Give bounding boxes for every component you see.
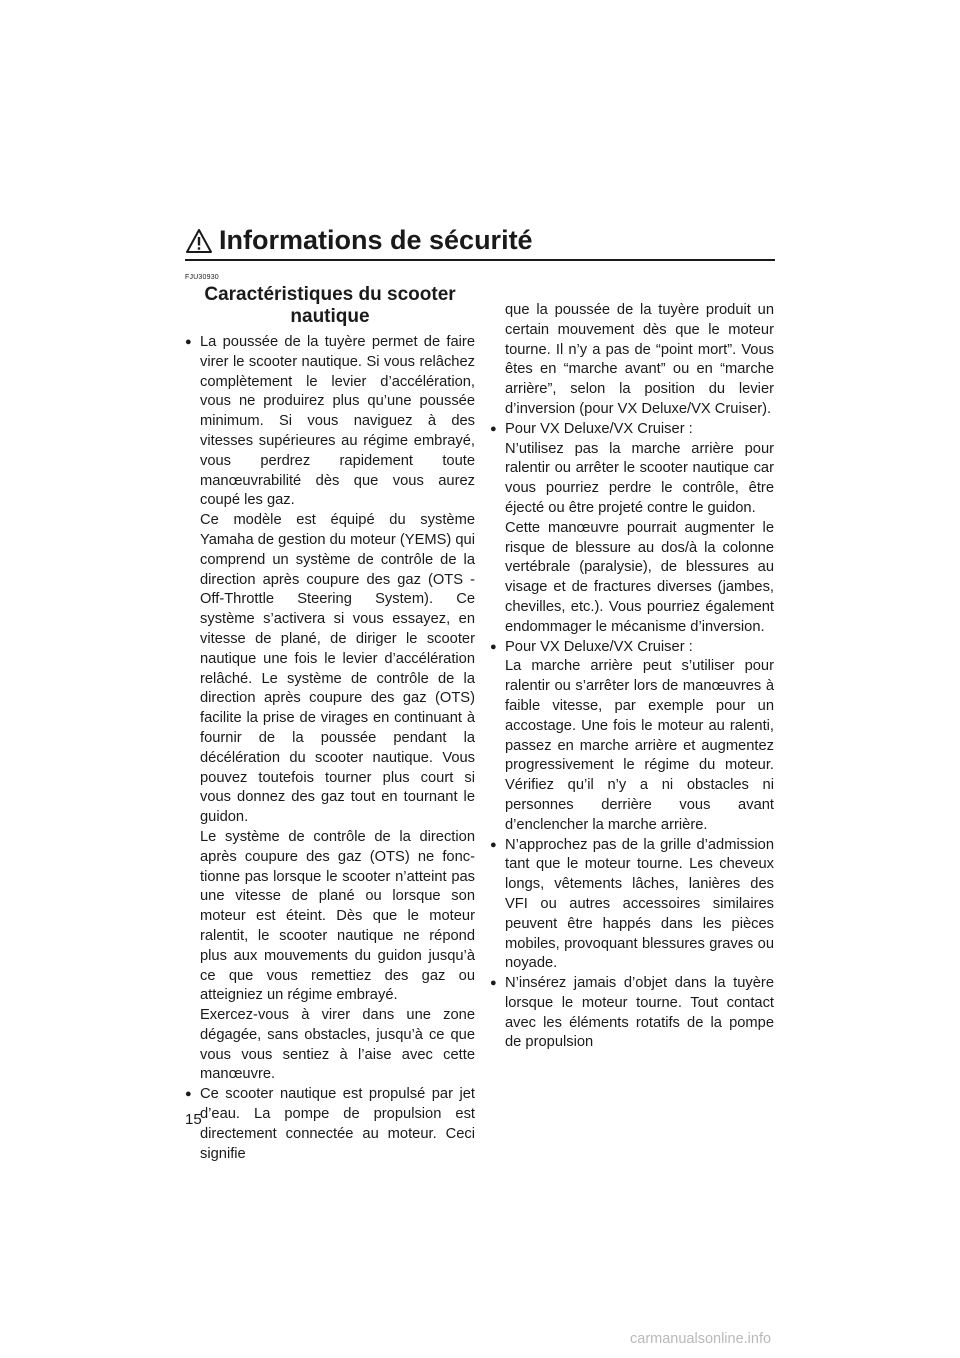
paragraph: Pour VX Deluxe/VX Cruiser : <box>505 420 693 437</box>
bullet-item <box>490 638 774 836</box>
watermark-link[interactable]: carmanualsonline.info <box>630 1331 772 1347</box>
bullet-item <box>490 420 774 638</box>
paragraph: N’insérez jamais d’objet dans la tuyère lorsque le moteur tourne. Tout contact avec les éléments rotatifs de la pompe de propulsion <box>505 975 774 1051</box>
warning-triangle-icon <box>185 228 213 254</box>
section-title-line1: Caractéristiques du scooter <box>204 284 456 305</box>
bullet-item <box>185 1085 475 1164</box>
bullet-dot-icon: ● <box>185 336 192 348</box>
bullet-dot-icon: ● <box>490 422 497 435</box>
bullet-item <box>490 974 774 1053</box>
paragraph: Ce modèle est équipé du système Yamaha de gestion du moteur (YEMS) qui comprend un système de contrôle de la direction après coupure des gaz (OTS - Off-Throttle Steering System). Ce système s’activera si vous essayez, en vitesse de plané, de diriger le scooter nautique une fois le levier d’accélération relâché. Le système de contrôle de la direction après coupure des gaz (OTS) facilite la prise de virages en continuant à fournir de la poussée pendant la décélération du scooter nautique. Vous pouvez toutefois tourner plus court si vous donnez des gaz tout en tournant le guidon. <box>200 512 475 826</box>
paragraph: N’approchez pas de la grille d’admission tant que le moteur tourne. Les cheveux longs, vêtements lâches, lanières des VFI ou autres accessoires similaires peuvent être happés dans les pièces mobiles, provoquant blessures graves ou noyade. <box>505 836 774 972</box>
paragraph: Le système de contrôle de la direction après coupure des gaz (OTS) ne fonctionne pas lorsque le scooter n’atteint pas une vitesse de plané ou lorsque son moteur est éteint. Dès que le moteur ralentit, le scooter nautique ne répond plus aux mouvements du guidon jusqu’à ce que vous remettiez des gaz ou atteigniez un régime embrayé. <box>200 828 475 1004</box>
paragraph: La poussée de la tuyère permet de faire virer le scooter nautique. Si vous relâchez complètement le levier d’accélération, vous ne produirez plus qu’une poussée minimum. Si vous naviguez à des vitesses supérieures au régime embrayé, vous perdrez rapidement toute manœuvrabilité dès que vous aurez coupé les gaz. <box>200 334 475 509</box>
paragraph: La marche arrière peut s’utiliser pour ralentir ou s’arrêter lors de manœuvres à faible vitesse, par exemple pour un accostage. Une fois le moteur au ralenti, passez en marche arrière et augmentez progressivement le régime du moteur. Vérifiez qu’il n’y a ni obstacles ni personnes derrière vous avant d’enclencher la marche arrière. <box>505 658 774 833</box>
page-title: Informations de sécurité <box>219 225 533 255</box>
left-column <box>185 274 475 1164</box>
bullet-dot-icon: ● <box>490 977 497 990</box>
bullet-item <box>185 333 475 1085</box>
header-rule <box>185 259 775 261</box>
paragraph: N’utilisez pas la marche arrière pour ralentir ou arrêter le scooter nautique car vous pourriez perdre le contrôle, être éjecté ou être projeté contre le guidon. <box>505 440 774 516</box>
bullet-dot-icon: ● <box>185 1088 192 1101</box>
paragraph: Cette manœuvre pourrait augmenter le risque de blessure au dos/à la colonne vertébrale (paralysie), de blessures au visage et de fractures diverses (jambes, chevilles, etc.). Vous pourriez également endommager le mécanisme d’inversion. <box>505 519 774 635</box>
section-title-line2: nautique <box>290 306 370 327</box>
section-code: FJU30930 <box>185 274 219 281</box>
paragraph: Ce scooter nautique est propulsé par jet d’eau. La pompe de propulsion est directement connectée au moteur. Ceci signifie <box>200 1086 475 1162</box>
bullet-dot-icon: ● <box>490 640 497 653</box>
bullet-item <box>490 836 774 975</box>
bullet-dot-icon: ● <box>490 838 497 851</box>
paragraph: que la poussée de la tuyère produit un certain mouvement dès que le moteur tourne. Il n’y a pas de “point mort”. Vous êtes en “marche avant” ou en “marche arrière”, selon la position du levier d’inversion (pour VX Deluxe/VX Cruiser). <box>505 302 774 417</box>
page-number: 15 <box>185 1111 202 1128</box>
right-column <box>490 301 774 1053</box>
bullet-continuation <box>490 301 774 420</box>
page-header <box>185 224 775 264</box>
paragraph: Exercez-vous à virer dans une zone dégagée, sans obstacles, jusqu’à ce que vous vous sentiez à l’aise avec cette manœuvre. <box>200 1007 475 1083</box>
paragraph: Pour VX Deluxe/VX Cruiser : <box>505 638 693 655</box>
section-title <box>185 284 475 328</box>
